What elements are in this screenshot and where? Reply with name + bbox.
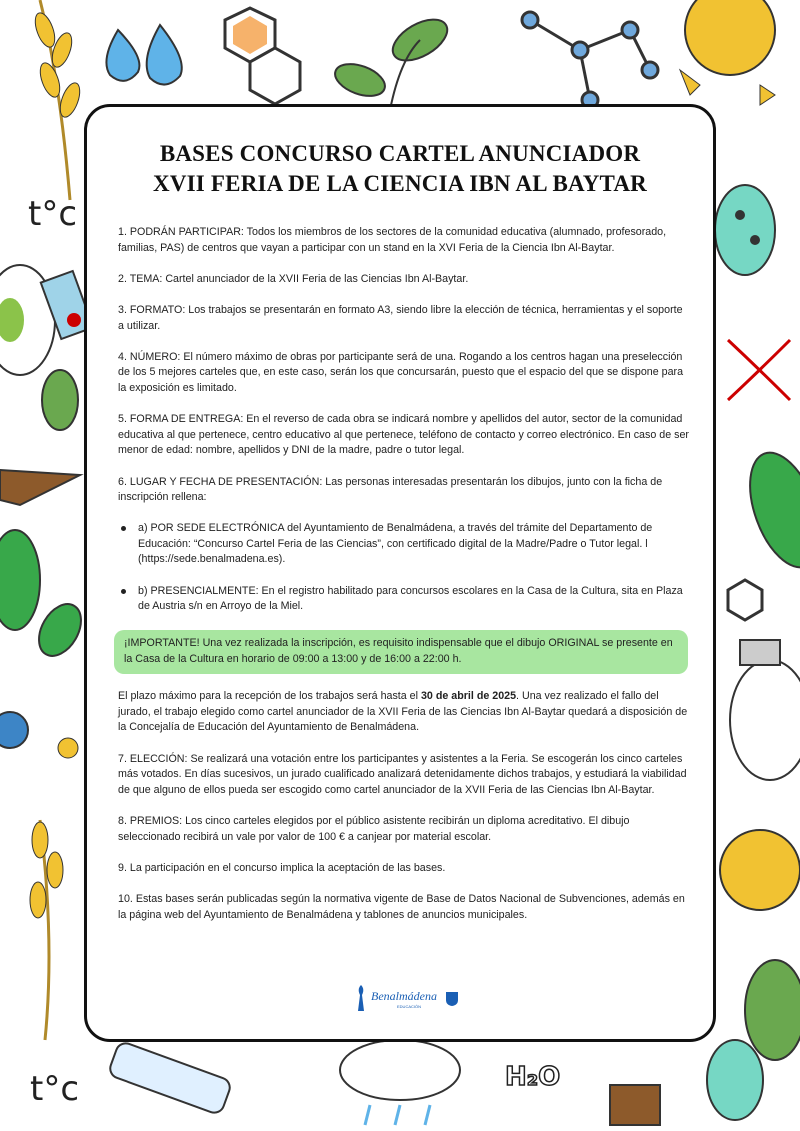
molecule-icon — [522, 12, 658, 108]
soil-icon — [0, 470, 80, 505]
cell-icon — [715, 185, 775, 275]
deadline-date: 30 de abril de 2025 — [420, 690, 517, 703]
important-notice: ¡IMPORTANTE! Una vez realizada la inscripción, es requisito indispensable que el dibujo ORIGINAL se presente en la Casa de la Cultura en horario de 09:00 a 13:00 y de 16:00 a 22:00 h. — [114, 630, 688, 673]
deadline-paragraph — [118, 689, 690, 736]
figure-icon — [351, 983, 371, 1013]
title-line-2: XVII FERIA DE LA CIENCIA IBN AL BAYTAR — [153, 171, 647, 196]
deadline-text-before: El plazo máximo para la recepción de los trabajos será hasta el — [118, 690, 421, 703]
title-line-1: BASES CONCURSO CARTEL ANUNCIADOR — [159, 141, 641, 166]
bullet-dot-icon — [121, 526, 126, 531]
bullet-item-a — [118, 521, 690, 568]
leaf-icon — [0, 370, 90, 663]
thermometer-icon — [107, 1041, 232, 1116]
rule-5: 5. FORMA DE ENTREGA: En el reverso de cada obra se indicará nombre y apellidos del autor, sector de la comunidad educativa al que pertenece, centro educativo al que pertenece, teléfono de contacto y correo electrónico. En caso de ser menor de edad: nombre, apellidos y DNI de la madre, padre o tutor legal. — [118, 413, 689, 457]
wheat-icon — [31, 0, 83, 200]
temperature-label: t°c — [30, 1069, 80, 1109]
plant-pot-icon — [610, 1085, 660, 1125]
bullet-dot-icon — [121, 589, 126, 594]
rule-1: 1. PODRÁN PARTICIPAR: Todos los miembros de los sectores de la comunidad educativa (alumnado, profesorado, familias, PAS) de centros que vayan a participar con un stand en la XVI Feria de la Ciencia Ibn Al-Baytar. — [118, 226, 667, 254]
rule-6: 6. LUGAR Y FECHA DE PRESENTACIÓN: Las personas interesadas presentarán los dibujos, junto con la ficha de inscripción rellena: — [118, 475, 663, 504]
water-drop-icon — [106, 25, 181, 85]
light-bulb-icon — [730, 640, 800, 780]
bullet-item-b — [118, 584, 690, 615]
deadline-text-after: . Una vez realizado el fallo del jurado, el trabajo elegido como cartel anunciador de la XVII Feria de las Ciencias Ibn Al-Baytar quedará a disposición de la Concejalía de Educación del Ayuntamiento de Benalmádena. — [118, 690, 688, 734]
bullet-item-b-text: b) PRESENCIALMENTE: En el registro habilitado para concursos escolares en la Casa de la Cultura, sita en Plaza de Austria s/n en Arroyo de la Miel. — [138, 584, 683, 613]
logo-text: Benalmádena — [371, 989, 437, 1003]
dna-icon — [728, 340, 790, 400]
rule-8: 8. PREMIOS: Los cinco carteles elegidos por el público asistente recibirán un diploma acreditativo. El dibujo seleccionado recibirá un vale por valor de 100 € a canjear por material escolar. — [118, 814, 630, 843]
molecule-icon — [728, 580, 762, 620]
rules-card — [84, 104, 716, 1042]
sun-icon — [720, 830, 800, 910]
virus-icon — [0, 712, 78, 758]
leaf-icon — [331, 11, 454, 110]
wheat-icon — [30, 820, 63, 1040]
rule-2: 2. TEMA: Cartel anunciador de la XVII Feria de las Ciencias Ibn Al-Baytar. — [118, 272, 469, 285]
coat-of-arms-icon — [445, 991, 459, 1007]
water-formula-label: H₂O — [505, 1062, 561, 1092]
cell-icon — [707, 1040, 763, 1120]
rule-4: 4. NÚMERO: El número máximo de obras por participante será de una. Rogando a los centros hagan una preselección de los 5 mejores carteles que, en este caso, serán los que concursarán, puesto que el espacio del que se dispone para la exposición es limitado. — [118, 350, 684, 394]
rule-7: 7. ELECCIÓN: Se realizará una votación entre los participantes y asistentes a la Feria. Se escogerán los cinco carteles más votados. En días sucesivos, un jurado cualificado analizará detenidamente dichos trabajos, y estudiará la viabilidad de que alguno de ellos pueda ser escogido como cartel anunciador de la XVII Feria de las Ciencias Ibn Al-Baytar. — [118, 752, 687, 796]
molecule-icon — [225, 8, 300, 104]
bullet-item-a-text: a) POR SEDE ELECTRÓNICA del Ayuntamiento de Benalmádena, a través del trámite del Departamento de Educación: “Concurso Cartel Feria de las Ciencias”, con certificado digital de la Madre/Padre o Tutor legal. l (https://sede.benalmadena.es). — [138, 522, 653, 566]
rule-9: 9. La participación en el concurso implica la aceptación de las bases. — [118, 861, 446, 874]
rule-10: 10. Estas bases serán publicadas según la normativa vigente de Base de Datos Nacional de Subvenciones, además en la página web del Ayuntamiento de Benalmádena y tablones de anuncios municipales. — [118, 892, 685, 921]
rule-3: 3. FORMATO: Los trabajos se presentarán en formato A3, siendo libre la elección de técnica, herramientas y el soporte a utilizar. — [118, 303, 683, 332]
cloud-icon — [340, 1040, 460, 1125]
benalmadena-logo — [351, 983, 461, 1017]
logo-subtext: EDUCACIÓN — [397, 1004, 422, 1009]
rules-body — [118, 225, 690, 939]
sun-icon — [680, 0, 775, 105]
temperature-label: t°c — [28, 194, 78, 234]
